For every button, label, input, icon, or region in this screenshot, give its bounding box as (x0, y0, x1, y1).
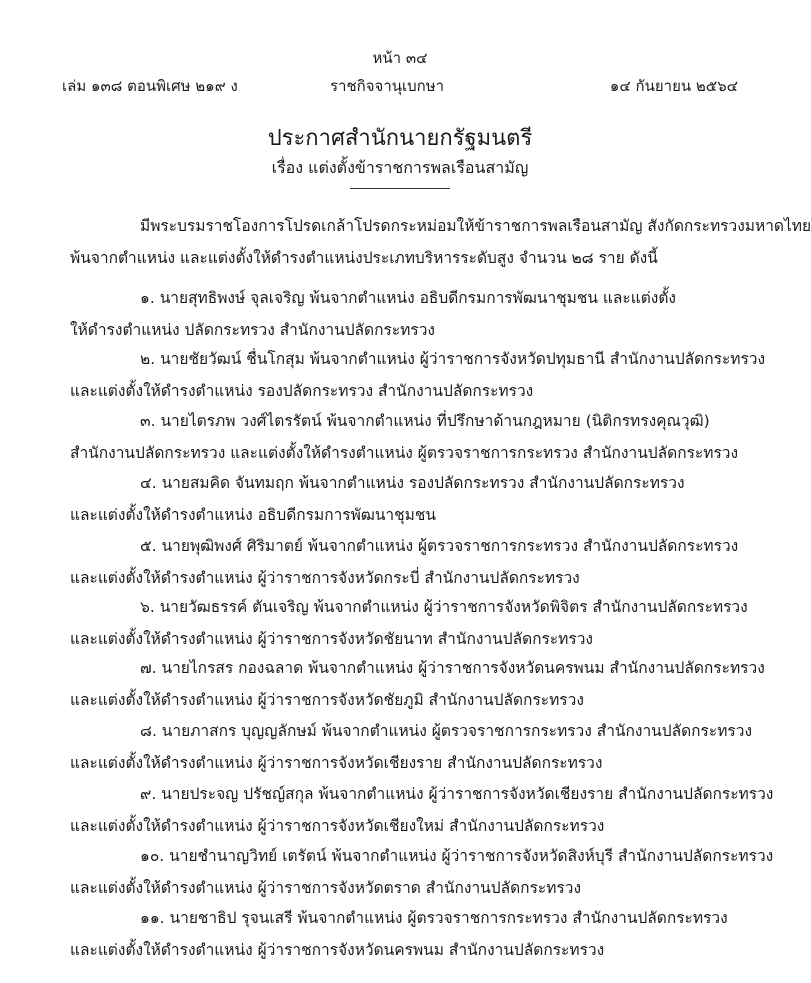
intro-line-1: มีพระบรมราชโองการโปรดเกล้าโปรดกระหม่อมให้ข้าราชการพลเรือนสามัญ สังกัดกระทรวงมหาดไทย (140, 217, 811, 235)
item-5-line-1: ๕. นายพุฒิพงศ์ ศิริมาตย์ พ้นจากตำแหน่ง ผู้ตรวจราชการกระทรวง สำนักงานปลัดกระทรวง (140, 537, 739, 555)
publication-date: ๑๔ กันยายน ๒๕๖๔ (609, 77, 738, 95)
title-divider (350, 188, 450, 189)
item-8-line-2: และแต่งตั้งให้ดำรงตำแหน่ง ผู้ว่าราชการจังหวัดเชียงราย สำนักงานปลัดกระทรวง (70, 754, 603, 772)
item-4-line-1: ๔. นายสมคิด จันทมฤก พ้นจากตำแหน่ง รองปลัดกระทรวง สำนักงานปลัดกระทรวง (140, 474, 685, 492)
volume-info: เล่ม ๑๓๘ ตอนพิเศษ ๒๑๙ ง (62, 77, 238, 95)
item-5-line-2: และแต่งตั้งให้ดำรงตำแหน่ง ผู้ว่าราชการจังหวัดกระบี่ สำนักงานปลัดกระทรวง (70, 569, 580, 587)
item-11-line-1: ๑๑. นายชาธิป รุจนเสรี พ้นจากตำแหน่ง ผู้ตรวจราชการกระทรวง สำนักงานปลัดกระทรวง (140, 909, 728, 927)
item-2-line-2: และแต่งตั้งให้ดำรงตำแหน่ง รองปลัดกระทรวง สำนักงานปลัดกระทรวง (70, 382, 534, 400)
item-11-line-2: และแต่งตั้งให้ดำรงตำแหน่ง ผู้ว่าราชการจังหวัดนครพนม สำนักงานปลัดกระทรวง (70, 941, 605, 959)
document-title: ประกาศสำนักนายกรัฐมนตรี (267, 126, 533, 151)
document-subject: เรื่อง แต่งตั้งข้าราชการพลเรือนสามัญ (271, 158, 529, 177)
item-1-line-2: ให้ดำรงตำแหน่ง ปลัดกระทรวง สำนักงานปลัดกระทรวง (70, 321, 435, 339)
item-10-line-2: และแต่งตั้งให้ดำรงตำแหน่ง ผู้ว่าราชการจังหวัดตราด สำนักงานปลัดกระทรวง (70, 879, 582, 897)
item-4-line-2: และแต่งตั้งให้ดำรงตำแหน่ง อธิบดีกรมการพัฒนาชุมชน (70, 506, 436, 524)
item-10-line-1: ๑๐. นายชำนาญวิทย์ เตรัตน์ พ้นจากตำแหน่ง ผู้ว่าราชการจังหวัดสิงห์บุรี สำนักงานปลัดกระทรวง (140, 847, 774, 865)
page-number: หน้า ๓๔ (372, 49, 428, 67)
item-9-line-1: ๙. นายประจญ ปรัชญ์สกุล พ้นจากตำแหน่ง ผู้ว่าราชการจังหวัดเชียงราย สำนักงานปลัดกระทรวง (140, 785, 774, 803)
item-7-line-1: ๗. นายไกรสร กองฉลาด พ้นจากตำแหน่ง ผู้ว่าราชการจังหวัดนครพนม สำนักงานปลัดกระทรวง (140, 659, 765, 677)
item-6-line-1: ๖. นายวัฒธรรค์ ตันเจริญ พ้นจากตำแหน่ง ผู้ว่าราชการจังหวัดพิจิตร สำนักงานปลัดกระทรวง (140, 598, 748, 616)
item-3-line-2: สำนักงานปลัดกระทรวง และแต่งตั้งให้ดำรงตำแหน่ง ผู้ตรวจราชการกระทรวง สำนักงานปลัดกระทรวง (70, 444, 739, 462)
item-6-line-2: และแต่งตั้งให้ดำรงตำแหน่ง ผู้ว่าราชการจังหวัดชัยนาท สำนักงานปลัดกระทรวง (70, 630, 593, 648)
item-3-line-1: ๓. นายไตรภพ วงศ์ไตรรัตน์ พ้นจากตำแหน่ง ที่ปรึกษาด้านกฎหมาย (นิติกรทรงคุณวุฒิ) (140, 412, 710, 430)
item-8-line-1: ๘. นายภาสกร บุญญลักษม์ พ้นจากตำแหน่ง ผู้ตรวจราชการกระทรวง สำนักงานปลัดกระทรวง (140, 722, 753, 740)
item-7-line-2: และแต่งตั้งให้ดำรงตำแหน่ง ผู้ว่าราชการจังหวัดชัยภูมิ สำนักงานปลัดกระทรวง (70, 691, 584, 709)
item-2-line-1: ๒. นายชัยวัฒน์ ชื่นโกสุม พ้นจากตำแหน่ง ผู้ว่าราชการจังหวัดปทุมธานี สำนักงานปลัดกระทรวง (140, 350, 766, 368)
item-1-line-1: ๑. นายสุทธิพงษ์ จุลเจริญ พ้นจากตำแหน่ง อธิบดีกรมการพัฒนาชุมชน และแต่งตั้ง (140, 289, 676, 307)
item-9-line-2: และแต่งตั้งให้ดำรงตำแหน่ง ผู้ว่าราชการจังหวัดเชียงใหม่ สำนักงานปลัดกระทรวง (70, 817, 605, 835)
gazette-name: ราชกิจจานุเบกษา (330, 77, 445, 95)
intro-line-2: พ้นจากตำแหน่ง และแต่งตั้งให้ดำรงตำแหน่งประเภทบริหารระดับสูง จำนวน ๒๘ ราย ดังนี้ (70, 249, 658, 267)
